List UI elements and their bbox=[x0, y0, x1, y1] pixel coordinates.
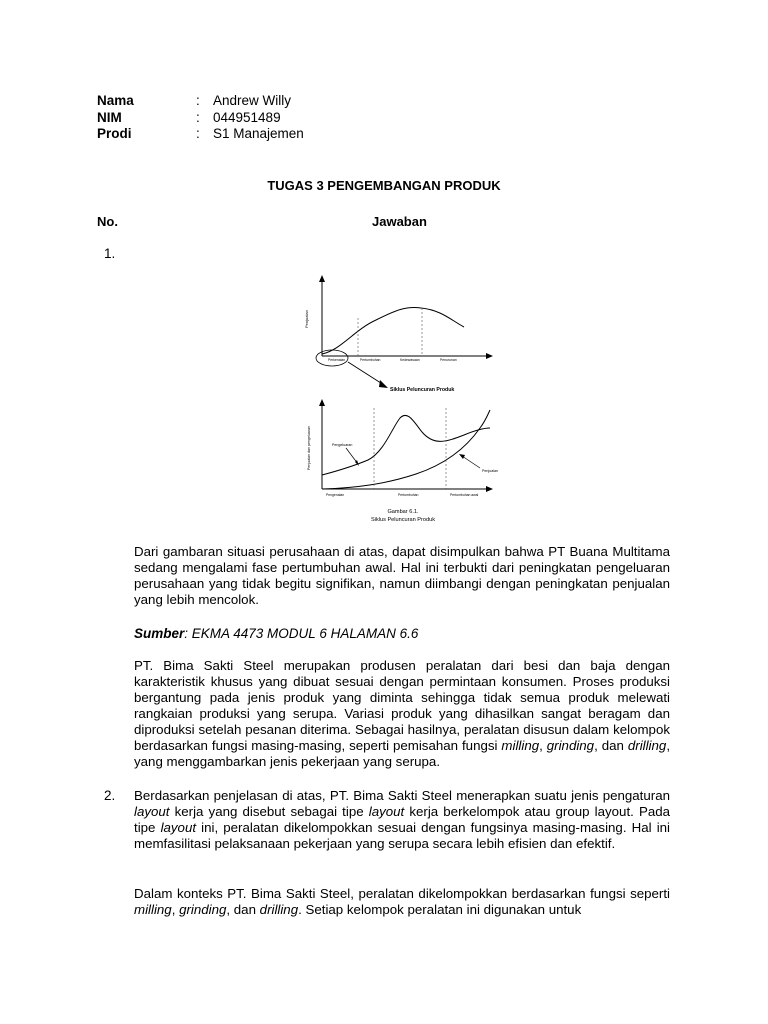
bottom-y-axis-label: Penjualan dan pengeluaran bbox=[307, 426, 311, 470]
answer-2-text-c: kerja berkelompok atau group layout. Pada tipe bbox=[134, 804, 671, 835]
term-milling: milling bbox=[501, 738, 540, 753]
top-phase-3: Kedewasaan bbox=[400, 358, 420, 362]
nama-value: Andrew Willy bbox=[213, 93, 292, 108]
term-milling: milling bbox=[134, 902, 172, 917]
answer-2-paragraph-2 bbox=[134, 886, 670, 918]
column-no-heading: No. bbox=[97, 214, 118, 229]
answer-1-paragraph bbox=[134, 544, 670, 608]
company-desc-part2: , yang menggambarkan jenis pekerjaan yang serupa. bbox=[134, 738, 671, 769]
document-title: TUGAS 3 PENGEMBANGAN PRODUK bbox=[267, 178, 501, 193]
prodi-value: S1 Manajemen bbox=[213, 126, 304, 141]
nama-label: Nama bbox=[97, 93, 134, 108]
bottom-phase-3: Pertumbuhan awal bbox=[450, 493, 479, 497]
answer-2-text-d: ini, peralatan dikelompokkan sesuai dengan fungsinya masing-masing. Hal ini memfasilitasi pelaksanaan pekerjaan yang serupa secara lebih efisien dan efektif. bbox=[134, 820, 670, 851]
separator: , bbox=[171, 902, 180, 917]
nim-label: NIM bbox=[97, 110, 122, 125]
answer-2-text-a: Berdasarkan penjelasan di atas, PT. Bima Sakti Steel menerapkan suatu jenis pengaturan bbox=[134, 788, 670, 803]
curve-label-penjualan: Penjualan bbox=[482, 469, 498, 473]
source-label: Sumber bbox=[134, 626, 185, 641]
term-drilling: drilling bbox=[627, 738, 667, 753]
figure-caption-2: Siklus Peluncuran Produk bbox=[370, 517, 436, 523]
colon: : bbox=[196, 93, 200, 108]
separator: , bbox=[539, 738, 547, 753]
company-desc-part1: PT. Bima Sakti Steel merupakan produsen peralatan dari besi dan baja dengan karakteristik khusus yang dibuat sesuai dengan permintaan konsumen. Proses produksi bergantung pada jenis produk yang diminta sehingga tidak semua produk melewati rangkaian produksi yang serupa. Variasi produk yang dihasilkan sangat beragam dan diproduksi setelah pesanan diterima. Sebagai hasilnya, peralatan disusun dalam kelompok berdasarkan fungsi masing-masing, seperti pemisahan fungsi bbox=[134, 658, 670, 753]
column-jawaban-heading: Jawaban bbox=[372, 214, 427, 229]
answer-2-p2-text-b: . Setiap kelompok peralatan ini digunakan untuk bbox=[298, 902, 582, 917]
separator: , dan bbox=[226, 902, 260, 917]
term-grinding: grinding bbox=[546, 738, 595, 753]
item-number-1: 1. bbox=[104, 246, 116, 261]
term-grinding: grinding bbox=[179, 902, 227, 917]
nim-value: 044951489 bbox=[213, 110, 281, 125]
answer-2-text-b: kerja yang disebut sebagai tipe bbox=[169, 804, 369, 819]
bottom-phase-1: Pengenalan bbox=[326, 493, 345, 497]
source-line bbox=[134, 626, 418, 641]
term-layout: layout bbox=[368, 804, 405, 819]
term-layout: layout bbox=[134, 804, 170, 819]
item-number-2: 2. bbox=[104, 788, 116, 803]
separator: , dan bbox=[594, 738, 628, 753]
callout-label: Siklus Peluncuran Produk bbox=[390, 387, 455, 393]
product-lifecycle-figure bbox=[296, 270, 506, 528]
top-sales-curve bbox=[322, 308, 464, 355]
term-layout: layout bbox=[160, 820, 197, 835]
top-y-axis-label: Penjualan bbox=[304, 310, 309, 328]
prodi-label: Prodi bbox=[97, 126, 132, 141]
top-phase-1: Perkenalan bbox=[328, 358, 346, 362]
answer-2-paragraph-1 bbox=[134, 788, 670, 852]
top-phase-2: Pertumbuhan bbox=[360, 358, 381, 362]
answer-2-p2-text-a: Dalam konteks PT. Bima Sakti Steel, peralatan dikelompokkan berdasarkan fungsi seperti bbox=[134, 886, 670, 901]
term-drilling: drilling bbox=[259, 902, 299, 917]
bottom-phase-2: Pertumbuhan bbox=[398, 493, 419, 497]
colon: : bbox=[196, 110, 200, 125]
source-text: : EKMA 4473 MODUL 6 HALAMAN 6.6 bbox=[184, 626, 419, 641]
company-description-paragraph bbox=[134, 658, 670, 770]
answer-1-text: Dari gambaran situasi perusahaan di atas, dapat disimpulkan bahwa PT Buana Multitama sedang mengalami fase pertumbuhan awal. Hal ini terbukti dari peningkatan pengeluaran perusahaan yang tidak begitu signifikan, namun diimbangi dengan peningkatan penjualan yang lebih mencolok. bbox=[134, 544, 670, 607]
curve-label-pengeluaran: Pengeluaran bbox=[332, 443, 353, 447]
top-phase-4: Penurunan bbox=[440, 358, 457, 362]
figure-caption-1: Gambar 6.1. bbox=[387, 509, 419, 515]
colon: : bbox=[196, 126, 200, 141]
